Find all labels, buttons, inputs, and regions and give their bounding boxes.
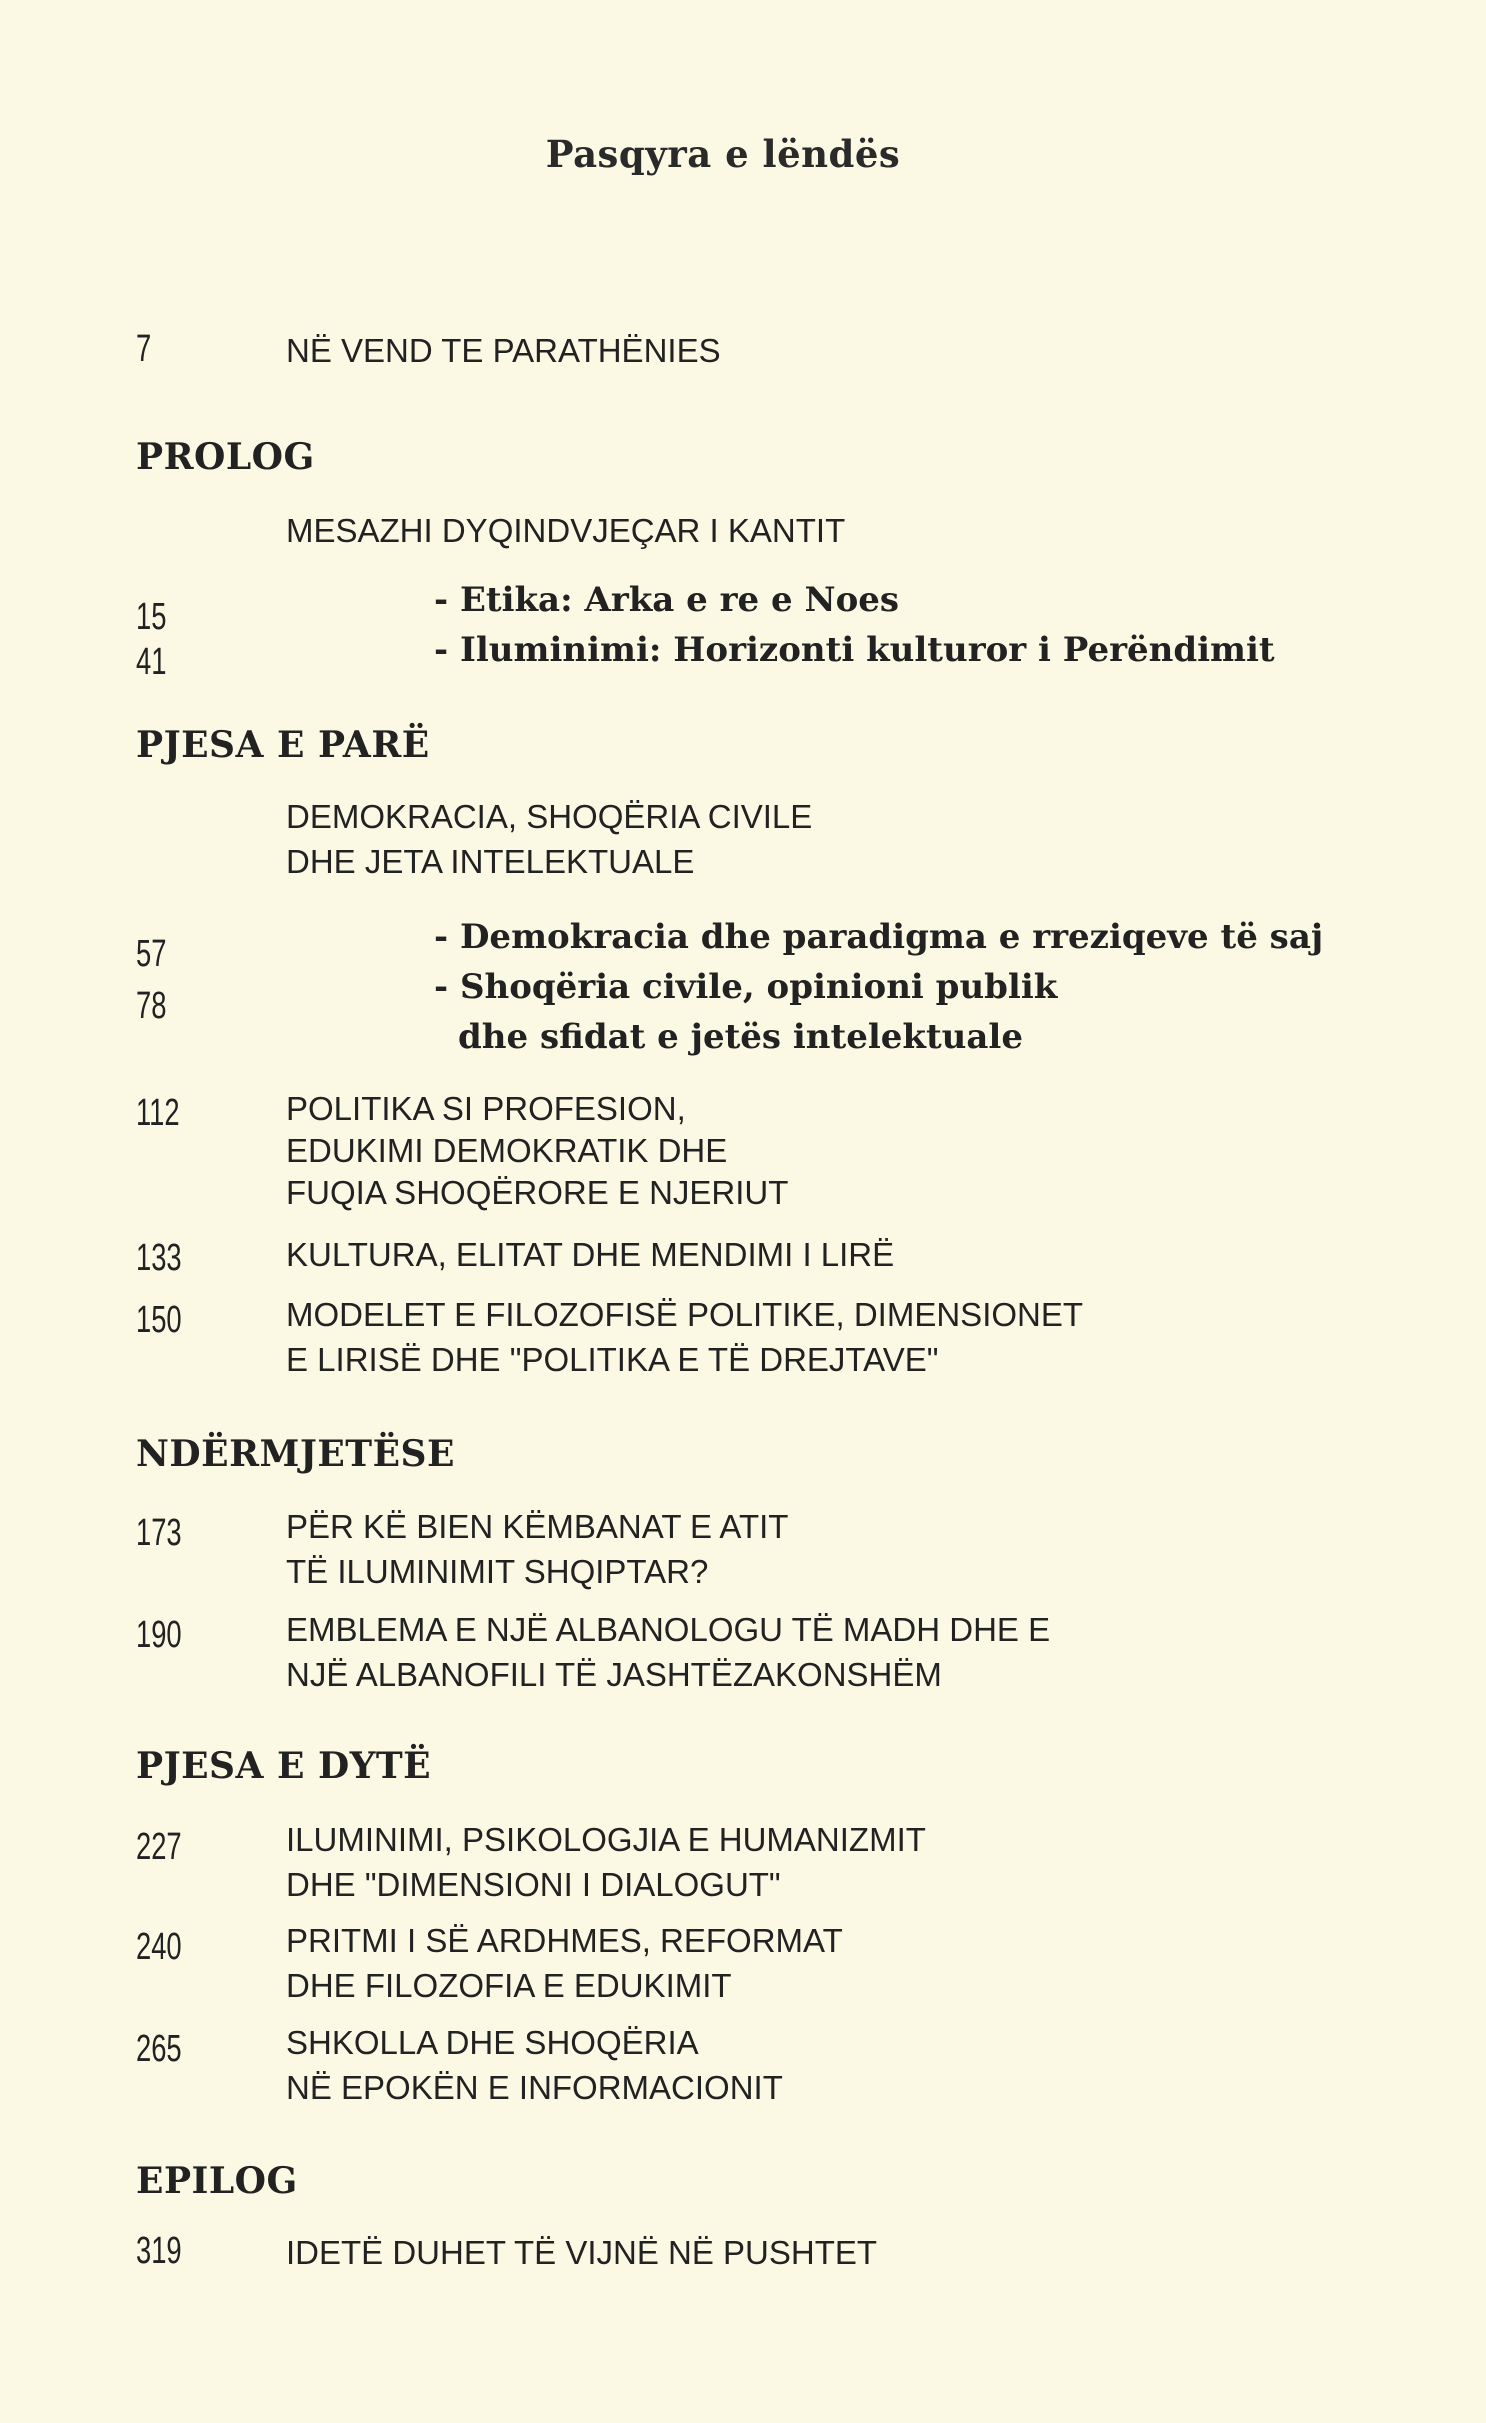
toc-entry-title bbox=[286, 1607, 1050, 1697]
chapter-title bbox=[286, 794, 812, 884]
section-heading-part-one: PJESA E PARË bbox=[136, 724, 430, 766]
entry-line: MODELET E FILOZOFISË POLITIKE, DIMENSIONET bbox=[286, 1296, 1084, 1333]
page-number: 7 bbox=[136, 328, 152, 370]
toc-entry-title bbox=[286, 1292, 1083, 1382]
page-number: 240 bbox=[136, 1926, 182, 1968]
toc-entry-title: NË VEND TE PARATHËNIES bbox=[286, 332, 721, 369]
entry-line: DHE "DIMENSIONI I DIALOGUT" bbox=[286, 1866, 781, 1903]
page-number: 319 bbox=[136, 2230, 182, 2272]
entry-line: SHKOLLA DHE SHOQËRIA bbox=[286, 2024, 699, 2061]
toc-entry-title bbox=[286, 1088, 788, 1214]
page-number: 78 bbox=[136, 985, 167, 1027]
page-number: 150 bbox=[136, 1299, 182, 1341]
page-number: 133 bbox=[136, 1237, 182, 1279]
chapter-title-line: DEMOKRACIA, SHOQËRIA CIVILE bbox=[286, 798, 813, 835]
subchapter-title: - Etika: Arka e re e Noes bbox=[434, 580, 900, 620]
page-number: 227 bbox=[136, 1826, 182, 1868]
entry-line: FUQIA SHOQËRORE E NJERIUT bbox=[286, 1174, 789, 1211]
entry-line: DHE FILOZOFIA E EDUKIMIT bbox=[286, 1967, 732, 2004]
entry-line: KULTURA, ELITAT DHE MENDIMI I LIRË bbox=[286, 1236, 895, 1273]
entry-line: PËR KË BIEN KËMBANAT E ATIT bbox=[286, 1508, 789, 1545]
subchapter-title: - Demokracia dhe paradigma e rreziqeve të saj bbox=[434, 917, 1324, 957]
toc-entry-title bbox=[286, 2020, 783, 2110]
page-number: 15 bbox=[136, 596, 167, 638]
page-number: 41 bbox=[136, 641, 167, 683]
section-heading-prolog: PROLOG bbox=[136, 436, 315, 478]
subchapter-title: - Shoqëria civile, opinioni publik bbox=[434, 967, 1058, 1007]
toc-entry-title bbox=[286, 1232, 894, 1277]
section-heading-epilog: EPILOG bbox=[136, 2160, 298, 2202]
toc-entry-title bbox=[286, 1817, 926, 1907]
section-heading-part-two: PJESA E DYTË bbox=[136, 1745, 432, 1787]
page-number: 173 bbox=[136, 1512, 182, 1554]
entry-line: NJË ALBANOFILI TË JASHTËZAKONSHËM bbox=[286, 1656, 942, 1693]
subchapter-list bbox=[434, 575, 1275, 675]
entry-line: EMBLEMA E NJË ALBANOLOGU TË MADH DHE E bbox=[286, 1611, 1051, 1648]
page-number: 112 bbox=[136, 1092, 180, 1134]
page-number: 265 bbox=[136, 2028, 182, 2070]
entry-line: PRITMI I SË ARDHMES, REFORMAT bbox=[286, 1922, 843, 1959]
toc-entry-title: IDETË DUHET TË VIJNË NË PUSHTET bbox=[286, 2234, 878, 2271]
subchapter-title: - Iluminimi: Horizonti kulturor i Perëndimit bbox=[434, 630, 1275, 670]
entry-line: POLITIKA SI PROFESION, bbox=[286, 1090, 686, 1127]
entry-line: NË EPOKËN E INFORMACIONIT bbox=[286, 2069, 783, 2106]
toc-entry-title bbox=[286, 1918, 843, 2008]
entry-line: TË ILUMINIMIT SHQIPTAR? bbox=[286, 1553, 709, 1590]
entry-line: ILUMINIMI, PSIKOLOGJIA E HUMANIZMIT bbox=[286, 1821, 926, 1858]
page-title: Pasqyra e lëndës bbox=[545, 132, 901, 176]
subchapter-title-continued: dhe sfidat e jetës intelektuale bbox=[458, 1017, 1023, 1057]
entry-line: E LIRISË DHE "POLITIKA E TË DREJTAVE" bbox=[286, 1341, 939, 1378]
subchapter-list bbox=[434, 912, 1323, 1062]
entry-line: EDUKIMI DEMOKRATIK DHE bbox=[286, 1132, 728, 1169]
chapter-title-line: DHE JETA INTELEKTUALE bbox=[286, 843, 695, 880]
page-number: 57 bbox=[136, 933, 167, 975]
section-heading-interlude: NDËRMJETËSE bbox=[136, 1433, 455, 1475]
toc-entry-title bbox=[286, 1504, 788, 1594]
chapter-title: MESAZHI DYQINDVJEÇAR I KANTIT bbox=[286, 512, 846, 549]
page-number: 190 bbox=[136, 1614, 182, 1656]
